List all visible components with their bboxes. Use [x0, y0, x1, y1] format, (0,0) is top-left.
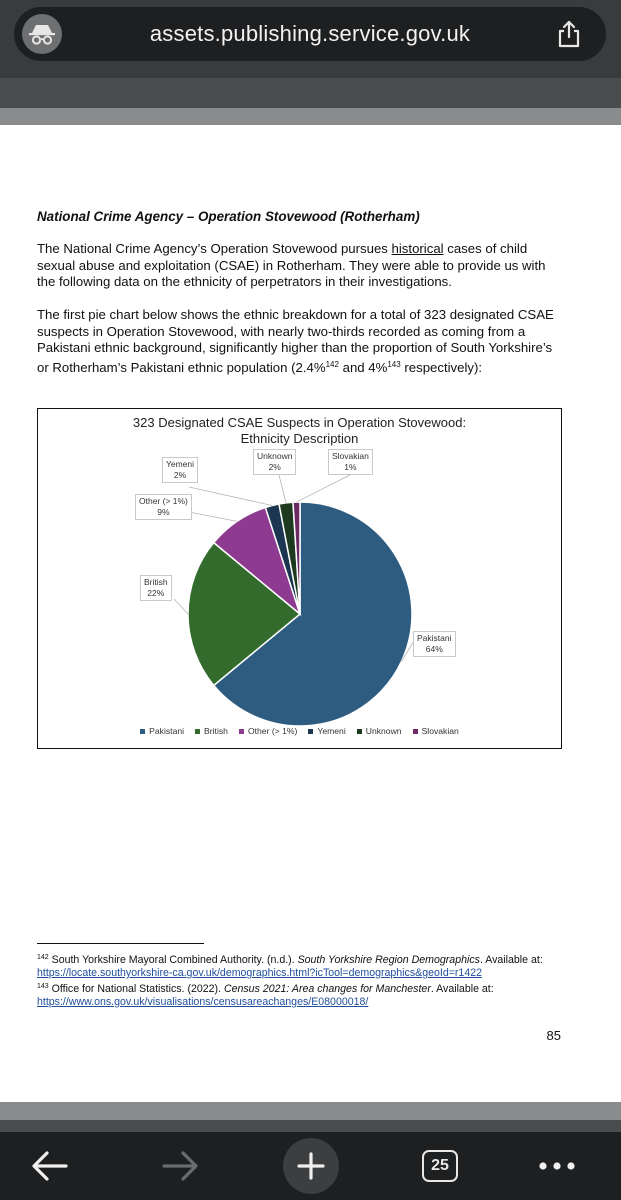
share-icon[interactable]: [554, 19, 584, 49]
leader-line-yemeni: [189, 487, 272, 506]
legend-swatch-yemeni: [308, 729, 313, 734]
plus-icon: [296, 1151, 326, 1181]
callout-other: [135, 494, 192, 520]
footnote-ref-142[interactable]: 142: [325, 359, 339, 369]
address-bar[interactable]: [14, 7, 606, 61]
tabs-icon: 25: [422, 1150, 458, 1182]
page-separator-top: [0, 108, 621, 125]
legend-swatch-pakistani: [140, 729, 145, 734]
more-button[interactable]: [532, 1138, 582, 1194]
paragraph-2: [37, 307, 567, 376]
more-icon: [537, 1160, 577, 1172]
legend-item-slovakian: [413, 726, 459, 736]
new-tab-button[interactable]: [283, 1138, 339, 1194]
callout-yemeni-value: 2%: [173, 470, 187, 480]
legend-item-unknown: [357, 726, 402, 736]
legend-label-slovakian: Slovakian: [421, 726, 459, 736]
legend-item-pakistani: [140, 726, 184, 736]
callout-unknown-value: 2%: [268, 462, 281, 472]
callout-british-name: British: [144, 577, 168, 587]
browser-bottom-bar: [0, 1132, 621, 1200]
callout-pakistani-value: 64%: [425, 644, 443, 654]
footnote-143: [37, 980, 567, 1009]
leader-line-unknown: [279, 475, 286, 503]
legend-swatch-other: [239, 729, 244, 734]
callout-slovakian: [328, 449, 373, 475]
callout-unknown-name: Unknown: [257, 451, 293, 461]
legend-label-yemeni: Yemeni: [317, 726, 346, 736]
callout-pakistani-name: Pakistani: [417, 633, 452, 643]
legend-swatch-unknown: [357, 729, 362, 734]
footnote-143-title: Census 2021: Area changes for Manchester: [223, 983, 431, 995]
footnote-142: [37, 951, 567, 980]
callout-british: [140, 575, 172, 601]
url-text[interactable]: assets.publishing.service.gov.uk: [149, 21, 471, 46]
chart-legend: [38, 726, 561, 736]
legend-label-british: British: [204, 726, 228, 736]
pie-chart-svg: [38, 409, 561, 748]
browser-top-bar: [0, 0, 621, 78]
callout-yemeni-name: Yemeni: [166, 459, 195, 469]
historical-link[interactable]: historical: [391, 241, 444, 256]
section-heading: National Crime Agency – Operation Stovewood (Rotherham): [37, 209, 420, 224]
leader-line-other: [189, 512, 237, 521]
footnote-ref-143[interactable]: 143: [387, 359, 401, 369]
leader-line-slovakian: [296, 475, 350, 502]
callout-british-value: 22%: [147, 588, 165, 598]
legend-label-unknown: Unknown: [365, 726, 402, 736]
forward-button[interactable]: [152, 1138, 208, 1194]
footnote-143-text-a: Office for National Statistics. (2022).: [48, 983, 224, 995]
legend-swatch-british: [195, 729, 200, 734]
footnote-142-title: South Yorkshire Region Demographics: [297, 954, 480, 966]
paragraph-2-text-c: respectively):: [400, 359, 483, 375]
callout-unknown: [253, 449, 296, 475]
callout-other-name: Other (> 1%): [139, 496, 188, 506]
paragraph-1-text-b: cases of child sexual abuse and exploitation (CSAE) in Rotherham. They were able to provide us with the following data on the ethnicity of perpetrators in their investigations.: [37, 241, 546, 290]
footnote-142-text-b: . Available at:: [479, 954, 543, 966]
legend-swatch-slovakian: [413, 729, 418, 734]
callout-slovakian-name: Slovakian: [332, 451, 369, 461]
legend-item-british: [195, 726, 228, 736]
paragraph-2-text-b: and 4%: [338, 359, 388, 375]
callout-other-value: 9%: [157, 507, 170, 517]
footnote-143-link[interactable]: https://www.ons.gov.uk/visualisations/censusareachanges/E08000018/: [37, 996, 369, 1008]
back-button[interactable]: [22, 1138, 78, 1194]
document-page: [0, 125, 621, 1102]
chart-title-line-1: 323 Designated CSAE Suspects in Operation Stovewood:: [132, 415, 467, 430]
legend-label-other: Other (> 1%): [247, 726, 298, 736]
paragraph-1-text-a: The National Crime Agency’s Operation Stovewood pursues: [37, 241, 392, 256]
page-separator-bottom: [0, 1102, 621, 1120]
page-number: 85: [546, 1028, 561, 1043]
legend-item-yemeni: [308, 726, 345, 736]
callout-yemeni: [162, 457, 198, 483]
legend-item-other: [239, 726, 297, 736]
chart-title-line-2: Ethnicity Description: [240, 431, 359, 446]
leader-line-british: [174, 599, 188, 614]
footnote-142-link[interactable]: https://locate.southyorkshire-ca.gov.uk/demographics.html?icTool=demographics&geoId=r1422: [37, 967, 482, 979]
back-arrow-icon: [30, 1149, 70, 1183]
callout-pakistani: [413, 631, 456, 657]
tabs-button[interactable]: [412, 1138, 468, 1194]
pie-chart: [37, 408, 562, 749]
footnote-143-number: 143: [37, 983, 49, 990]
paragraph-2-text-a: The first pie chart below shows the ethnic breakdown for a total of 323 designated CSAE suspects in Operation Stovewood, with nearly two-thirds recorded as coming from a Pakistani ethnic background, significantly higher than the proportion of South Yorkshire’s or Rotherham’s Pakistani ethnic population (2.4%: [37, 307, 554, 375]
footnote-rule: [37, 943, 204, 944]
paragraph-1: [37, 241, 567, 291]
footnotes: [37, 951, 567, 1009]
footnote-143-text-b: . Available at:: [430, 983, 494, 995]
footnote-142-number: 142: [37, 954, 49, 961]
footnote-142-text-a: South Yorkshire Mayoral Combined Authority. (n.d.).: [48, 954, 298, 966]
forward-arrow-icon: [160, 1149, 200, 1183]
callout-slovakian-value: 1%: [344, 462, 357, 472]
legend-label-pakistani: Pakistani: [149, 726, 185, 736]
